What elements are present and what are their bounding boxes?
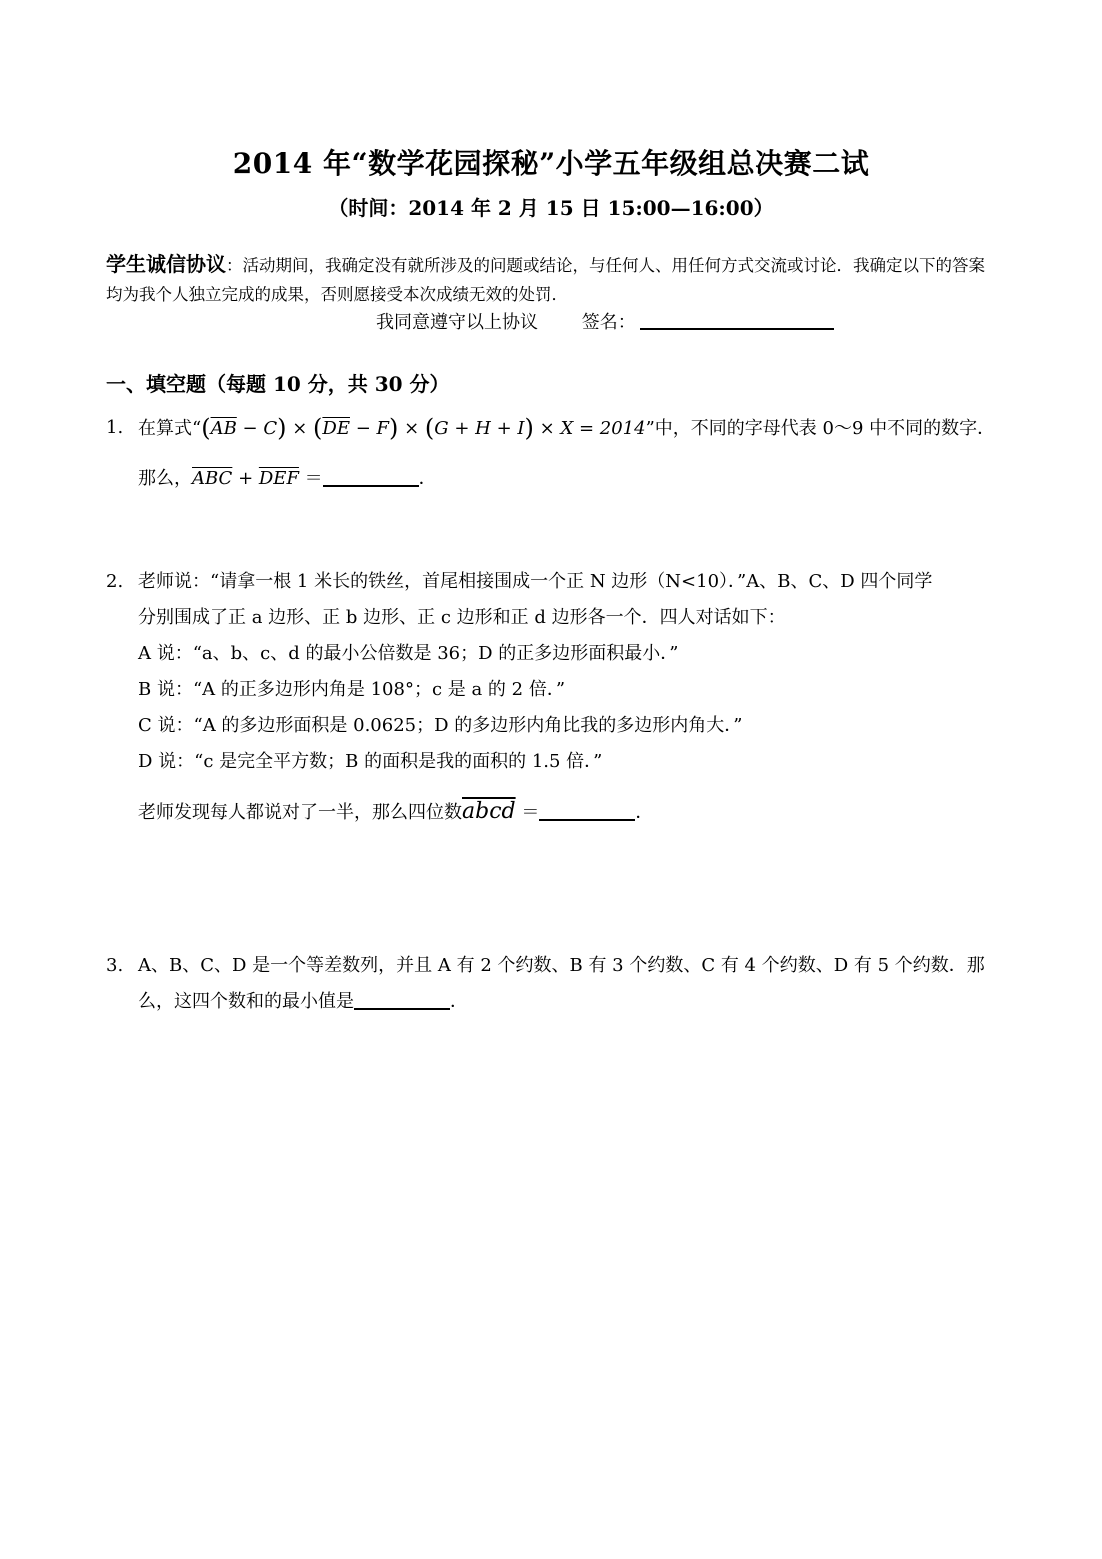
- q2-last-pre: 老师发现每人都说对了一半，那么四位数: [138, 802, 462, 823]
- q2-line2: 分别围成了正 a 边形、正 b 边形、正 c 边形和正 d 边形各一个．四人对话如下：: [138, 607, 786, 628]
- q1-pre: 在算式“: [138, 418, 202, 439]
- q1-ab: $\overline{AB}$: [210, 418, 237, 439]
- question-number: 3.: [106, 955, 124, 976]
- question-3: [106, 948, 998, 1020]
- q1-x-eq: X = 2014: [560, 418, 646, 439]
- question-number: 1.: [106, 417, 124, 438]
- q1-abc: $\overline{ABC}$: [192, 468, 233, 489]
- q1-times2: ×: [398, 418, 425, 439]
- q3-end: ．: [450, 991, 468, 1012]
- q1-minus-c: − C: [236, 418, 278, 439]
- q3-line2-text: 么，这四个数和的最小值是: [138, 991, 354, 1012]
- question-2: [106, 564, 998, 831]
- agree-text: 我同意遵守以上协议: [376, 312, 538, 333]
- answer-blank-1[interactable]: [323, 467, 419, 487]
- q1-plus: +: [232, 468, 259, 489]
- q2-abcd: abcd: [462, 799, 516, 824]
- q1-ghi: G + H + I: [434, 418, 525, 439]
- q2-b-statement: B 说：“A 的正多边形内角是 108°；c 是 a 的 2 倍．”: [138, 679, 566, 700]
- q1-minus-f: − F: [349, 418, 389, 439]
- question-number: 2.: [106, 571, 124, 592]
- question-1: [106, 410, 998, 497]
- q1-line1: 在算式“$(\overline{AB} - C) \times (\overline{DE} - F) \times (G + H + I) \times X = 2014$”中，不同的字母代表 0～9 中不同的数字．: [138, 414, 996, 442]
- q3-line1: A、B、C、D 是一个等差数列，并且 A 有 2 个约数、B 有 3 个约数、C 有 4 个约数、D 有 5 个约数．那: [138, 955, 985, 976]
- q1-eq: ＝: [298, 468, 323, 489]
- q1-line2: [138, 461, 998, 497]
- q2-a-statement: A 说：“a、b、c、d 的最小公倍数是 36；D 的正多边形面积最小．”: [138, 643, 679, 664]
- answer-blank-2[interactable]: [539, 801, 635, 821]
- honesty-agreement: [106, 250, 998, 309]
- answer-blank-3[interactable]: [354, 990, 450, 1010]
- section-heading: 一、填空题（每题 10 分，共 30 分）: [106, 372, 450, 396]
- honesty-text: 活动期间，我确定没有就所涉及的问题或结论，与任何人、用任何方式交流或讨论．我确定以下的答案均为我个人独立完成的成果，否则愿接受本次成绩无效的处罚．: [106, 256, 985, 304]
- honesty-label: 学生诚信协议: [106, 252, 226, 276]
- q2-c-statement: C 说：“A 的多边形面积是 0.0625；D 的多边形内角比我的多边形内角大．”: [138, 715, 743, 736]
- q1-times3: ×: [533, 418, 561, 439]
- q1-end: ．: [418, 468, 437, 489]
- exam-time: （时间：2014 年 2 月 15 日 15:00—16:00）: [328, 196, 774, 220]
- q2-last-eq: ＝: [515, 802, 540, 823]
- q2-line1: 老师说：“请拿一根 1 米长的铁丝，首尾相接围成一个正 N 边形（N<10）．”A、B、C、D 四个同学: [138, 571, 933, 592]
- honesty-colon: ：: [226, 256, 243, 275]
- agreement-line: [376, 308, 834, 334]
- sign-label: 签名：: [581, 312, 636, 333]
- q2-d-statement: D 说：“c 是完全平方数；B 的面积是我的面积的 1.5 倍．”: [138, 751, 603, 772]
- q1-post: ”中，不同的字母代表 0～9 中不同的数字．: [645, 418, 996, 439]
- signature-blank[interactable]: [640, 310, 834, 330]
- q1-line2-pre: 那么，: [138, 468, 192, 489]
- q1-times1: ×: [286, 418, 314, 439]
- q2-last-line: [138, 794, 998, 831]
- q1-def: $\overline{DEF}$: [258, 468, 299, 489]
- page-title: 2014 年“数学花园探秘”小学五年级组总决赛二试: [232, 147, 870, 180]
- q2-end: ．: [635, 802, 654, 823]
- q3-line2: [138, 984, 998, 1020]
- q1-de: $\overline{DE}$: [322, 418, 350, 439]
